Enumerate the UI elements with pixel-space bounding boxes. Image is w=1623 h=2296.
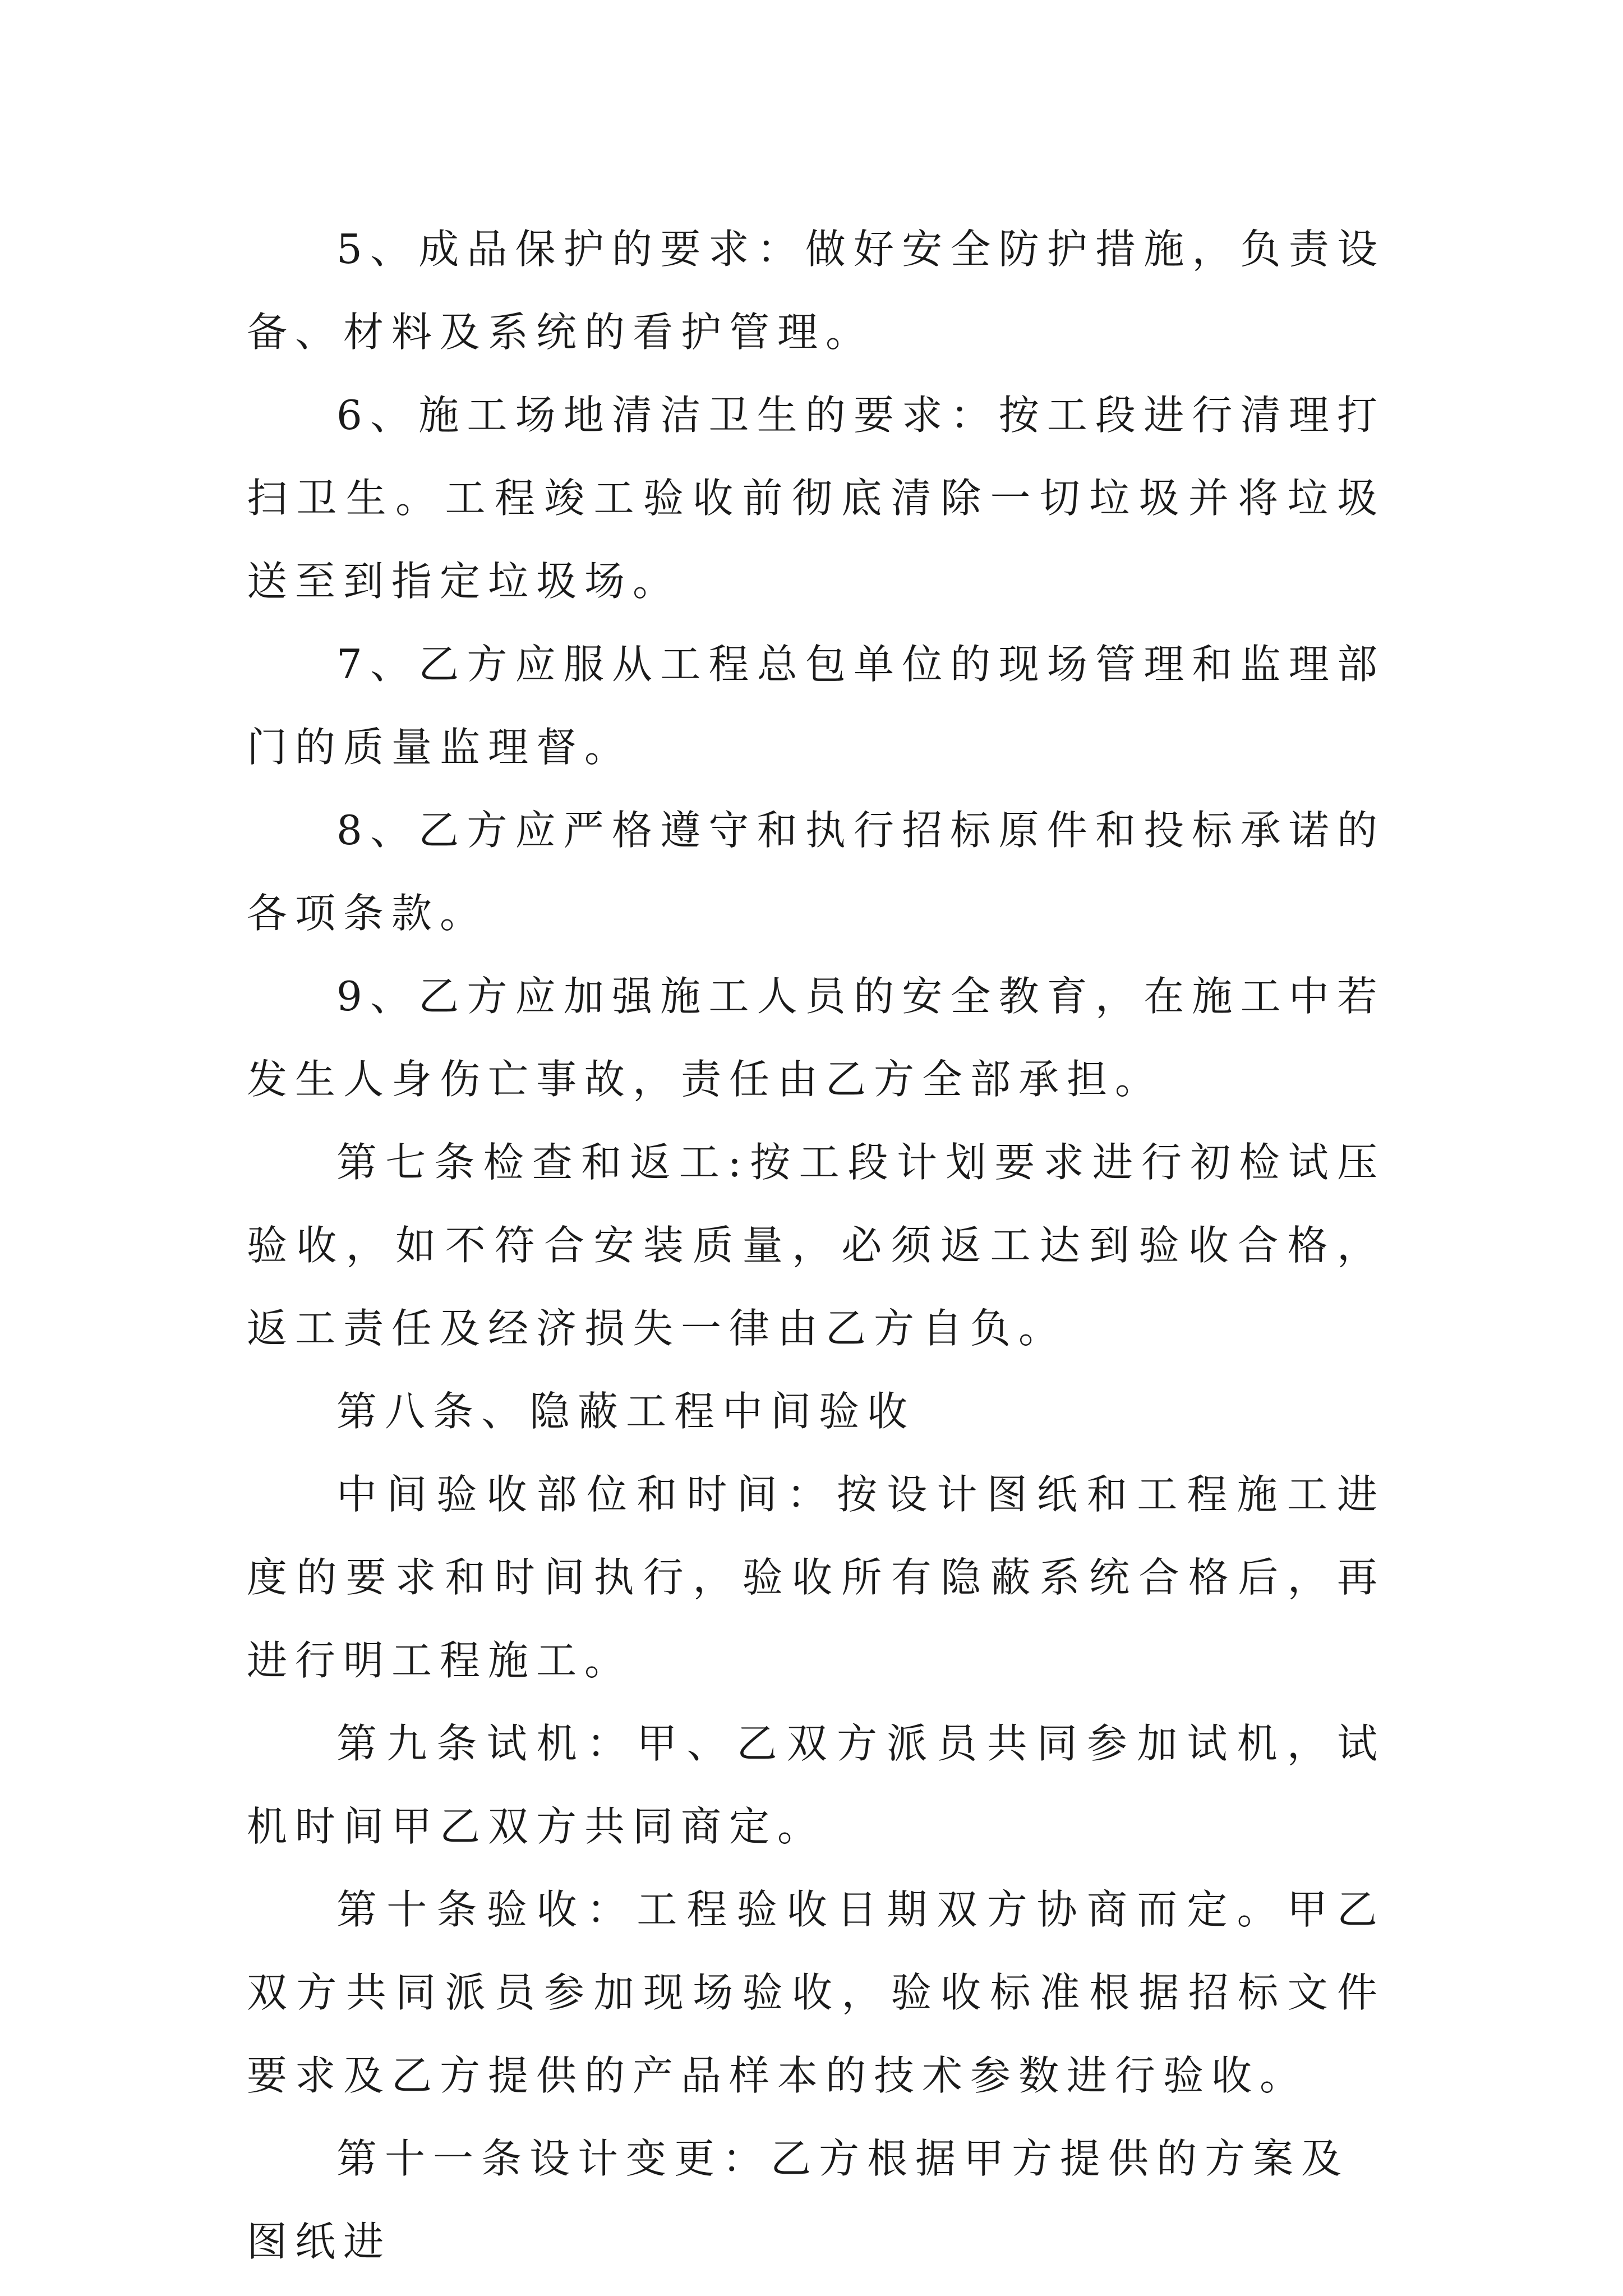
paragraph-item-9: 9、乙方应加强施工人员的安全教育，在施工中若发生人身伤亡事故，责任由乙方全部承担。 <box>247 973 1385 1103</box>
paragraph-article-10: 第十条验收：工程验收日期双方协商而定。甲乙双方共同派员参加现场验收，验收标准根据招标文件要求及乙方提供的产品样本的技术参数进行验收。 <box>247 1886 1385 2099</box>
paragraph-article-8-heading: 第八条、隐蔽工程中间验收 <box>336 1388 916 1435</box>
document-body <box>247 208 1385 2283</box>
paragraph-article-9: 第九条试机：甲、乙双方派员共同参加试机，试机时间甲乙双方共同商定。 <box>247 1720 1385 1850</box>
paragraph-item-6: 6、施工场地清洁卫生的要求：按工段进行清理打扫卫生。工程竣工验收前彻底清除一切垃圾并将垃圾送至到指定垃圾场。 <box>247 392 1385 605</box>
paragraph-item-8: 8、乙方应严格遵守和执行招标原件和投标承诺的各项条款。 <box>247 807 1385 937</box>
paragraph-article-8-body: 中间验收部位和时间：按设计图纸和工程施工进度的要求和时间执行，验收所有隐蔽系统合格后，再进行明工程施工。 <box>247 1471 1385 1684</box>
paragraph-item-5: 5、成品保护的要求：做好安全防护措施，负责设备、材料及系统的看护管理。 <box>247 226 1385 356</box>
paragraph-article-7: 第七条检查和返工:按工段计划要求进行初检试压验收，如不符合安装质量，必须返工达到验收合格，返工责任及经济损失一律由乙方自负。 <box>247 1139 1385 1352</box>
paragraph-article-11: 第十一条设计变更：乙方根据甲方提供的方案及图纸进 <box>247 2135 1350 2265</box>
paragraph-item-7: 7、乙方应服从工程总包单位的现场管理和监理部门的质量监理督。 <box>247 641 1385 771</box>
